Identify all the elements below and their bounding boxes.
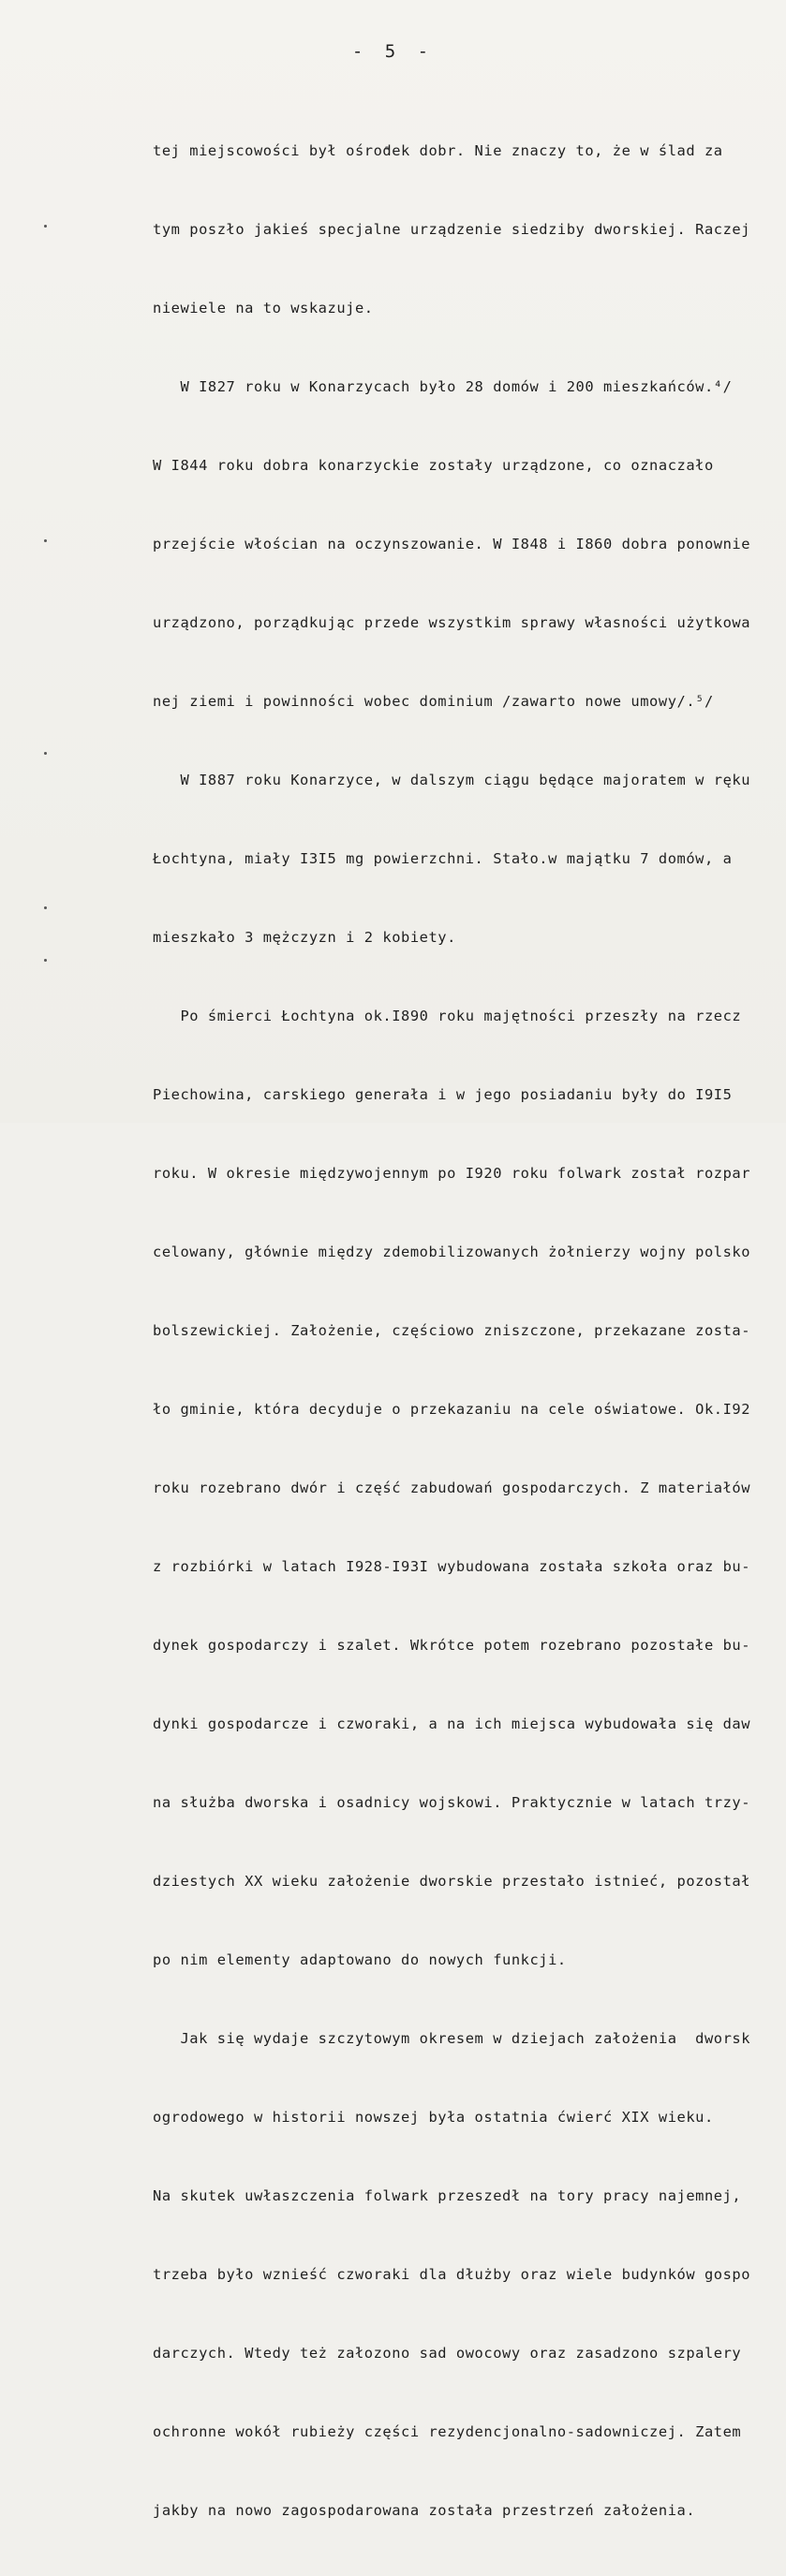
text-line: na służba dworska i osadnicy wojskowi. Praktycznie w latach trzy- — [153, 1794, 751, 1811]
text-line: celowany, głównie między zdemobilizowanych żołnierzy wojny polsko — [153, 1244, 751, 1260]
text-line: ło gminie, która decyduje o przekazaniu na cele oświatowe. Ok.I92 — [153, 1401, 751, 1418]
text-line: z rozbiórki w latach I928-I93I wybudowana została szkoła oraz bu- — [153, 1558, 751, 1575]
text-line: roku rozebrano dwór i część zabudowań gospodarczych. Z materiałów — [153, 1479, 751, 1496]
text-line: Łochtyna, miały I3I5 mg powierzchni. Stało.w majątku 7 domów, a — [153, 850, 733, 867]
margin-dot — [44, 539, 47, 542]
text-line: W I844 roku dobra konarzyckie zostały urządzone, co oznaczało — [153, 457, 714, 474]
text-line: nej ziemi i powinności wobec dominium /zawarto nowe umowy/.⁵/ — [153, 693, 714, 710]
margin-dot — [44, 959, 47, 962]
margin-dot — [44, 225, 47, 228]
text-line: dynki gospodarcze i czworaki, a na ich miejsca wybudowała się daw — [153, 1715, 751, 1732]
text-line: darczych. Wtedy też załozono sad owocowy oraz zasadzono szpalery — [153, 2345, 742, 2362]
body-text — [153, 85, 786, 2576]
text-line: przejście włościan na oczynszowanie. W I848 i I860 dobra ponownie — [153, 536, 751, 552]
text-line: ogrodowego w historii nowszej była ostatnia ćwierć XIX wieku. — [153, 2109, 714, 2126]
text-line: bolszewickiej. Założenie, częściowo zniszczone, przekazane zosta- — [153, 1322, 751, 1339]
text-line: jakby na nowo zagospodarowana została przestrzeń założenia. — [153, 2502, 696, 2519]
text-line: Piechowina, carskiego generała i w jego posiadaniu były do I9I5 — [153, 1086, 733, 1103]
text-line: tej miejscowości był ośrodek dobr. Nie znaczy to, że w ślad za — [153, 142, 723, 159]
text-line: W I827 roku w Konarzycach było 28 domów i 200 mieszkańców.⁴/ — [153, 378, 733, 395]
page-number: - 5 - — [351, 41, 435, 62]
text-line: trzeba było wznieść czworaki dla dłużby oraz wiele budynków gospo — [153, 2266, 751, 2283]
text-line: tym poszło jakieś specjalne urządzenie siedziby dworskiej. Raczej — [153, 221, 751, 238]
margin-dot — [44, 906, 47, 909]
text-line: niewiele na to wskazuje. — [153, 300, 374, 316]
text-line: dynek gospodarczy i szalet. Wkrótce potem rozebrano pozostałe bu- — [153, 1637, 751, 1654]
text-line: Jak się wydaje szczytowym okresem w dziejach założenia dworsk — [153, 2030, 751, 2047]
text-line: W I887 roku Konarzyce, w dalszym ciągu będące majoratem w ręku — [153, 772, 751, 788]
text-line: roku. W okresie międzywojennym po I920 roku folwark został rozpar — [153, 1165, 751, 1182]
text-line: mieszkało 3 mężczyzn i 2 kobiety. — [153, 929, 456, 946]
text-line: Na skutek uwłaszczenia folwark przeszedł na tory pracy najemnej, — [153, 2187, 742, 2204]
text-line: urządzono, porządkując przede wszystkim sprawy własności użytkowa — [153, 614, 751, 631]
text-line: Po śmierci Łochtyna ok.I890 roku majętności przeszły na rzecz — [153, 1008, 742, 1024]
text-line: ochronne wokół rubieży części rezydencjonalno-sadowniczej. Zatem — [153, 2423, 742, 2440]
text-line: dziestych XX wieku założenie dworskie przestało istnieć, pozostał — [153, 1873, 751, 1890]
margin-dot — [44, 752, 47, 755]
text-line: po nim elementy adaptowano do nowych funkcji. — [153, 1951, 567, 1968]
